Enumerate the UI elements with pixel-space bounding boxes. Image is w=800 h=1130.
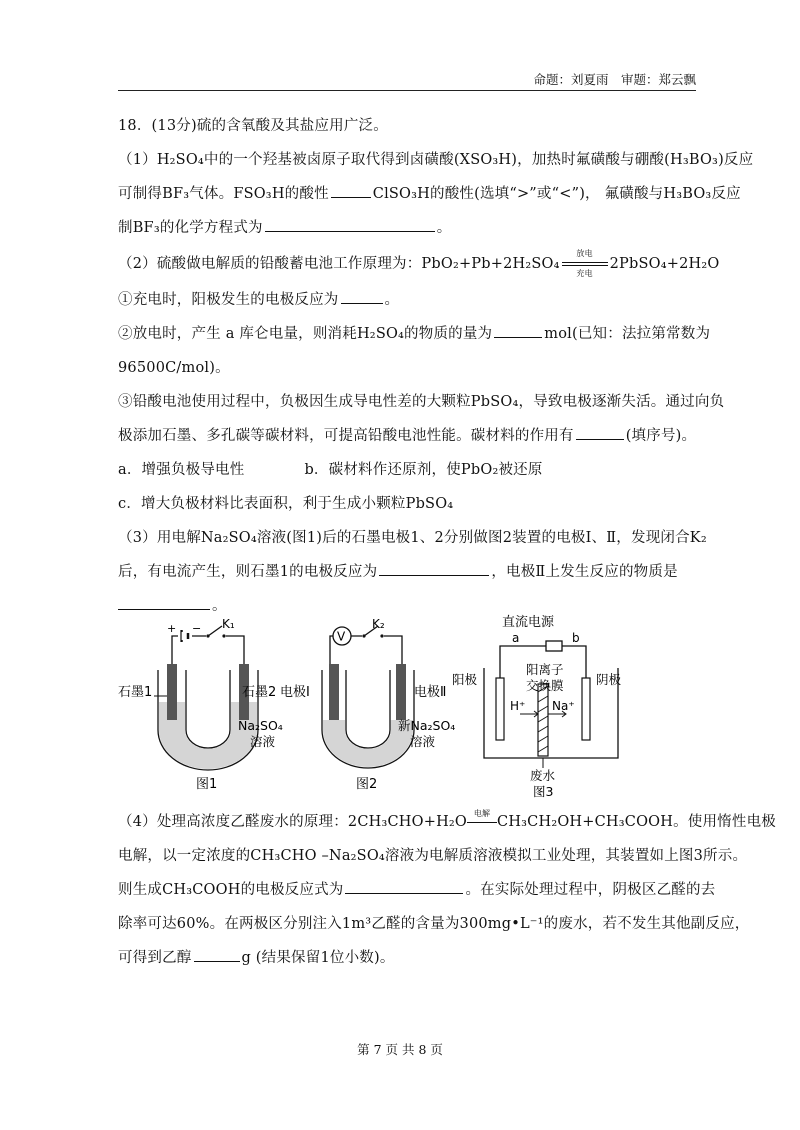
part2-sub2-cont: 96500C/mol)。 <box>118 360 230 376</box>
equation-left: （2）硫酸做电解质的铅酸蓄电池工作原理为：PbO₂+Pb+2H₂SO₄ <box>118 256 560 272</box>
fig2-solution: 新Na₂SO₄ <box>398 718 456 733</box>
fig2-k2: K₂ <box>372 617 385 631</box>
part3-text: 后，有电流产生，则石墨1的电极反应为 <box>118 564 378 580</box>
arrow-label-charge: 充电 <box>576 269 593 278</box>
part1-text: 。 <box>436 220 452 236</box>
apparatus-figures <box>110 612 630 802</box>
options-ab <box>118 454 703 486</box>
fig2-right-label: 电极Ⅱ <box>414 685 447 700</box>
part2-sub3-l1: ③铅酸电池使用过程中，负极因生成导电性差的大颗粒PbSO₄，导致电极逐渐失活。通过向负 <box>118 394 725 410</box>
option-b: b．碳材料作还原剂，使PbO₂被还原 <box>304 462 543 478</box>
arrow-label-discharge: 放电 <box>576 249 593 258</box>
anode-plate <box>496 678 504 740</box>
fig3-b: b <box>572 631 580 645</box>
option-a: a．增强负极导电性 <box>118 462 245 478</box>
part4-text: 。在实际处理过程中，阴极区乙醛的去 <box>465 882 716 898</box>
answer-blank-6[interactable] <box>379 563 489 576</box>
sub2-text: ②放电时，产生 a 库仑电量，则消耗H₂SO₄的物质的量为 <box>118 326 493 342</box>
part1-line2 <box>118 178 741 210</box>
fig1-k1: K₁ <box>222 617 235 631</box>
fig1-solution: Na₂SO₄ <box>238 718 283 733</box>
electrolysis-label: 电解 <box>473 809 491 818</box>
fig3-membrane-1: 阳离子 <box>526 662 564 677</box>
part4-text: 则生成CH₃COOH的电极反应式为 <box>118 882 344 898</box>
fig3-na-ion: Na⁺ <box>552 699 575 713</box>
electrolysis-arrow <box>467 809 497 829</box>
part4-text: CH₃CH₂OH+CH₃COOH。使用惰性电极 <box>497 814 776 830</box>
sub2-text: mol(已知：法拉第常数为 <box>544 326 711 342</box>
part4-line5 <box>118 942 703 974</box>
cathode-plate <box>582 678 590 740</box>
fig1-plus: + <box>167 622 177 635</box>
question-title: 18．(13分)硫的含氧酸及其盐应用广泛。 <box>118 118 388 134</box>
header-text: 命题：刘夏雨 审题：郑云飘 <box>533 72 696 87</box>
answer-blank-8[interactable] <box>345 881 463 894</box>
sub1-text: ①充电时，阳极发生的电极反应为 <box>118 292 339 308</box>
electrode-1 <box>329 664 339 720</box>
fig3-cathode: 阴极 <box>596 672 622 687</box>
figure-3 <box>452 614 622 799</box>
part1-text: 制BF₃的化学方程式为 <box>118 220 263 236</box>
part2-equation <box>118 248 720 280</box>
answer-blank-5[interactable] <box>576 427 624 440</box>
part3-text: 。 <box>212 598 227 614</box>
figure-2 <box>280 617 455 792</box>
sub1-text: 。 <box>384 292 400 308</box>
answer-blank-1[interactable] <box>331 185 371 198</box>
reversible-arrow <box>562 249 608 278</box>
ion-exchange-membrane <box>538 684 548 756</box>
fig3-a: a <box>512 631 520 645</box>
sub3-text: (填序号)。 <box>625 428 697 444</box>
fig3-caption: 图3 <box>533 784 554 799</box>
answer-blank-2[interactable] <box>265 219 435 232</box>
fig1-minus: − <box>192 622 202 635</box>
part4-line2: 电解，以一定浓度的CH₃CHO –Na₂SO₄溶液为电解质溶液模拟工业处理，其装置如上图3所示。 <box>118 848 748 864</box>
part1-text: ClSO₃H的酸性(选填“>”或“<”)， 氟磺酸与H₃BO₃反应 <box>372 186 741 202</box>
power-supply <box>546 641 562 651</box>
fig1-solution-2: 溶液 <box>250 734 276 749</box>
part4-line1 <box>118 806 776 838</box>
answer-blank-3[interactable] <box>341 291 383 304</box>
part3-line2 <box>118 556 703 588</box>
part2-sub2 <box>118 318 711 350</box>
graphite-electrode-1 <box>167 664 177 720</box>
answer-blank-4[interactable] <box>494 325 542 338</box>
fig2-solution-2: 溶液 <box>410 734 436 749</box>
page-header <box>118 70 696 91</box>
sub3-text: 极添加石墨、多孔碳等碳材料，可提高铅酸电池性能。碳材料的作用有 <box>118 428 574 444</box>
fig3-anode: 阳极 <box>452 672 478 687</box>
fig1-caption: 图1 <box>196 777 218 792</box>
fig3-waste: 废水 <box>530 768 556 783</box>
fig1-right-label: 石墨2 <box>242 685 277 700</box>
answer-blank-9[interactable] <box>194 949 240 962</box>
electrode-2 <box>396 664 406 720</box>
answer-blank-7[interactable] <box>118 597 210 610</box>
part2-sub1 <box>118 284 703 316</box>
part3-text: ，电极Ⅱ上发生反应的物质是 <box>491 564 678 580</box>
option-c: c．增大负极材料比表面积，利于生成小颗粒PbSO₄ <box>118 496 454 512</box>
part4-line3 <box>118 874 716 906</box>
fig2-caption: 图2 <box>356 777 378 792</box>
part4-text: g (结果保留1位小数)。 <box>241 950 395 966</box>
page-footer: 第 7 页 共 8 页 <box>357 1042 443 1057</box>
part4-text: （4）处理高浓度乙醛废水的原理：2CH₃CHO+H₂O <box>118 814 468 830</box>
fig2-meter: V <box>337 629 346 644</box>
part4-text: 可得到乙醇 <box>118 950 192 966</box>
equation-right: 2PbSO₄+2H₂O <box>609 256 720 272</box>
fig2-left-label: 电极Ⅰ <box>280 685 310 700</box>
fig3-membrane-2: 交换膜 <box>526 678 564 693</box>
part4-line4: 除率可达60%。在两极区分别注入1m³乙醛的含量为300mg•L⁻¹的废水，若不发生其他副反应， <box>118 916 750 932</box>
part1-line3 <box>118 212 703 244</box>
part3-line1: （3）用电解Na₂SO₄溶液(图1)后的石墨电极1、2分别做图2装置的电极Ⅰ、Ⅱ，发现闭合K₂ <box>118 530 707 546</box>
figure-1 <box>118 617 283 792</box>
part2-sub3-l2 <box>118 420 703 452</box>
fig3-power: 直流电源 <box>502 615 555 630</box>
part1-line1: （1）H₂SO₄中的一个羟基被卤原子取代得到卤磺酸(XSO₃H)，加热时氟磺酸与硼酸(H₃BO₃)反应 <box>118 152 754 168</box>
fig3-h-ion: H⁺ <box>510 699 526 713</box>
part1-text: 可制得BF₃气体。FSO₃H的酸性 <box>118 186 329 202</box>
fig1-left-label: 石墨1 <box>118 685 153 700</box>
